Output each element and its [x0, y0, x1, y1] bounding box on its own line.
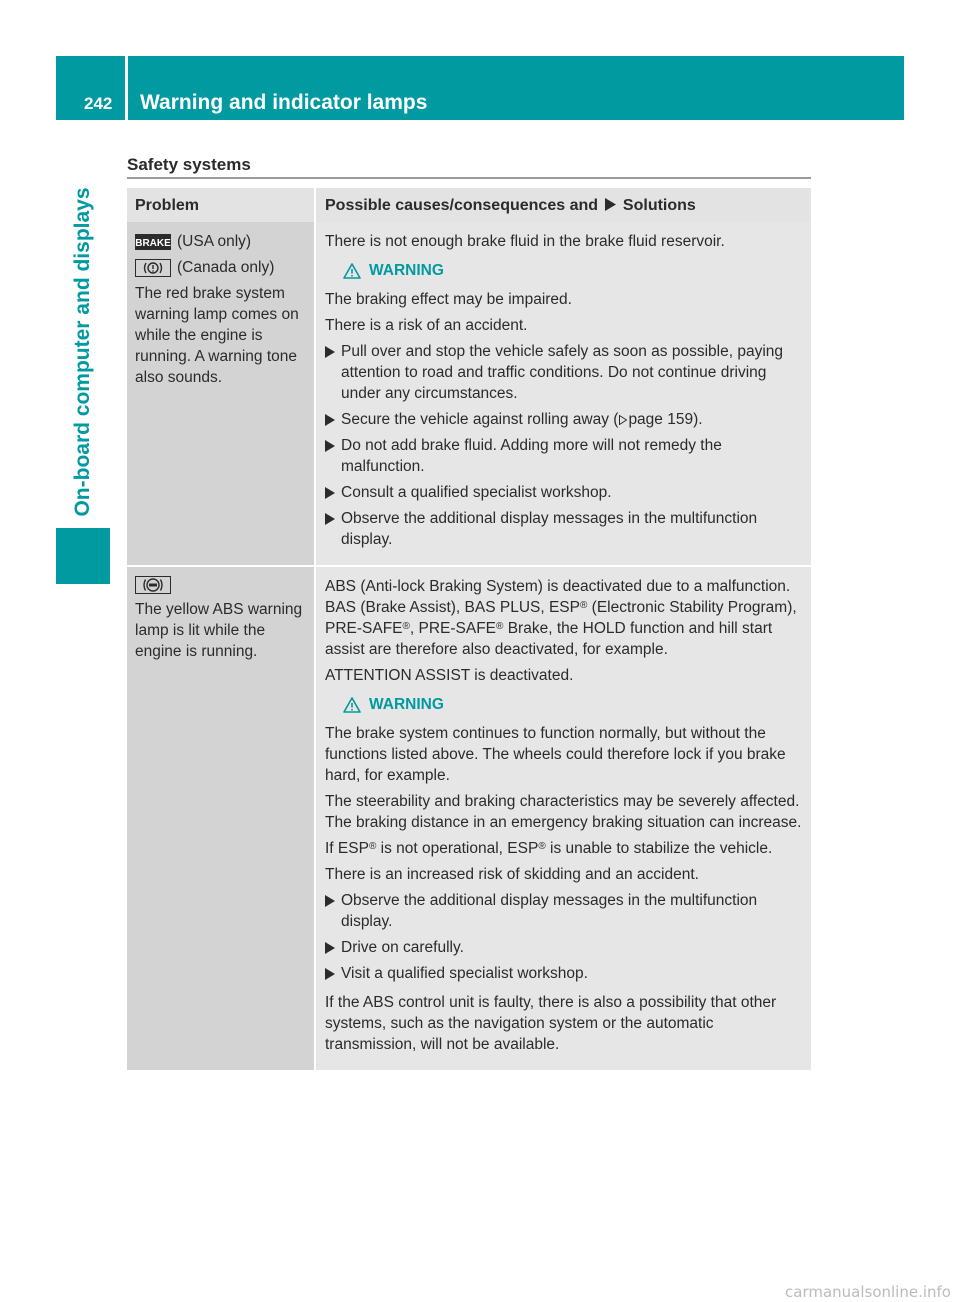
warning-triangle-icon: [343, 697, 361, 713]
step-text: Drive on carefully.: [341, 939, 464, 956]
side-tab-marker: [56, 528, 110, 584]
lamp-canada-note: (Canada only): [177, 259, 275, 276]
warning-text: There is a risk of an accident.: [325, 317, 528, 334]
arrow-right-icon: [325, 513, 335, 525]
warning-text: The steerability and braking characteristics may be severely affected. The braking distance in an emergency braking situation can increase.: [325, 793, 802, 831]
watermark: carmanualsonline.info: [785, 1283, 951, 1301]
section-title: Safety systems: [127, 155, 251, 174]
arrow-right-icon: [325, 942, 335, 954]
section-rule: [127, 177, 811, 179]
problem-description: The yellow ABS warning lamp is lit while the engine is running.: [135, 601, 303, 660]
lamp-canada: [135, 257, 308, 278]
triangle-reference-icon: [619, 415, 627, 425]
arrow-right-icon: [325, 968, 335, 980]
circle-brake-lamp-icon: [135, 259, 171, 277]
warning-triangle-icon: [343, 263, 361, 279]
step-text: Visit a qualified specialist workshop.: [341, 965, 588, 982]
step-text: Observe the additional display messages in the multifunction display.: [341, 510, 758, 548]
arrow-right-icon: [325, 414, 335, 426]
cause-text: ABS (Anti-lock Braking System) is deactivated due to a malfunction. BAS (Brake Assist), BAS PLUS, ESP® (Electronic Stability Program), PRE-SAFE®, PRE-SAFE® Brake, the HOLD function and hill start assist are therefore also deactivated, for example.: [325, 578, 797, 658]
step-item: [325, 482, 805, 503]
page-reference[interactable]: page 159).: [628, 411, 703, 428]
lamp-abs: [135, 576, 308, 594]
arrow-right-icon: [604, 198, 616, 211]
header-problem: Problem: [127, 188, 315, 222]
solution-cell-abs: [315, 567, 811, 1070]
table-row: [127, 567, 811, 1070]
step-text: Pull over and stop the vehicle safely as soon as possible, paying attention to road and traffic conditions. Do not continue driving under any circumstances.: [341, 343, 784, 402]
problem-description: The red brake system warning lamp comes on while the engine is running. A warning tone also sounds.: [135, 285, 299, 386]
warning-heading: [343, 694, 805, 715]
cause-text: There is not enough brake fluid in the brake fluid reservoir.: [325, 233, 725, 250]
brake-warning-lamp-icon: [135, 234, 171, 250]
lamp-usa: [135, 231, 308, 252]
problem-cell-abs: [127, 567, 315, 1070]
header-divider: [125, 56, 128, 120]
arrow-right-icon: [325, 487, 335, 499]
problem-cell-brake: [127, 222, 315, 566]
lamp-usa-note: (USA only): [177, 233, 252, 250]
warning-text: If ESP® is not operational, ESP® is unable to stabilize the vehicle.: [325, 840, 773, 857]
step-item: [325, 937, 805, 958]
header-solutions-suffix: Solutions: [622, 196, 696, 214]
step-text: Do not add brake fluid. Adding more will not remedy the malfunction.: [341, 437, 722, 475]
table-header-row: [127, 188, 811, 222]
step-item: [325, 890, 805, 932]
warning-lamps-table: [127, 188, 811, 1070]
arrow-right-icon: [325, 440, 335, 452]
header-solutions: [315, 188, 811, 222]
abs-lamp-icon: [135, 576, 171, 594]
brake-lamp-text: BRAKE: [135, 237, 171, 249]
step-text: Secure the vehicle against rolling away (: [341, 411, 619, 428]
table-row: [127, 222, 811, 566]
warning-heading: [343, 260, 805, 281]
step-item: [325, 508, 805, 550]
step-item: [325, 963, 805, 984]
step-text: Observe the additional display messages in the multifunction display.: [341, 892, 758, 930]
attention-assist-text: ATTENTION ASSIST is deactivated.: [325, 667, 574, 684]
warning-text: The braking effect may be impaired.: [325, 291, 572, 308]
page-number: 242: [84, 94, 113, 113]
warning-label: WARNING: [369, 262, 444, 279]
step-item: [325, 435, 805, 477]
warning-text: There is an increased risk of skidding and an accident.: [325, 866, 699, 883]
header-solutions-prefix: Possible causes/consequences and: [325, 196, 599, 214]
step-item: [325, 409, 805, 430]
warning-label: WARNING: [369, 696, 444, 713]
arrow-right-icon: [325, 895, 335, 907]
arrow-right-icon: [325, 346, 335, 358]
step-text: Consult a qualified specialist workshop.: [341, 484, 612, 501]
step-item: [325, 341, 805, 404]
note-text: If the ABS control unit is faulty, there is also a possibility that other systems, such as the navigation system or the automatic transmission, will not be available.: [325, 994, 777, 1053]
chapter-title: Warning and indicator lamps: [140, 91, 428, 114]
side-tab-label: On-board computer and displays: [71, 187, 94, 517]
warning-text: The brake system continues to function normally, but without the functions listed above. The wheels could therefore lock if you brake hard, for example.: [325, 725, 786, 784]
solution-cell-brake: [315, 222, 811, 566]
